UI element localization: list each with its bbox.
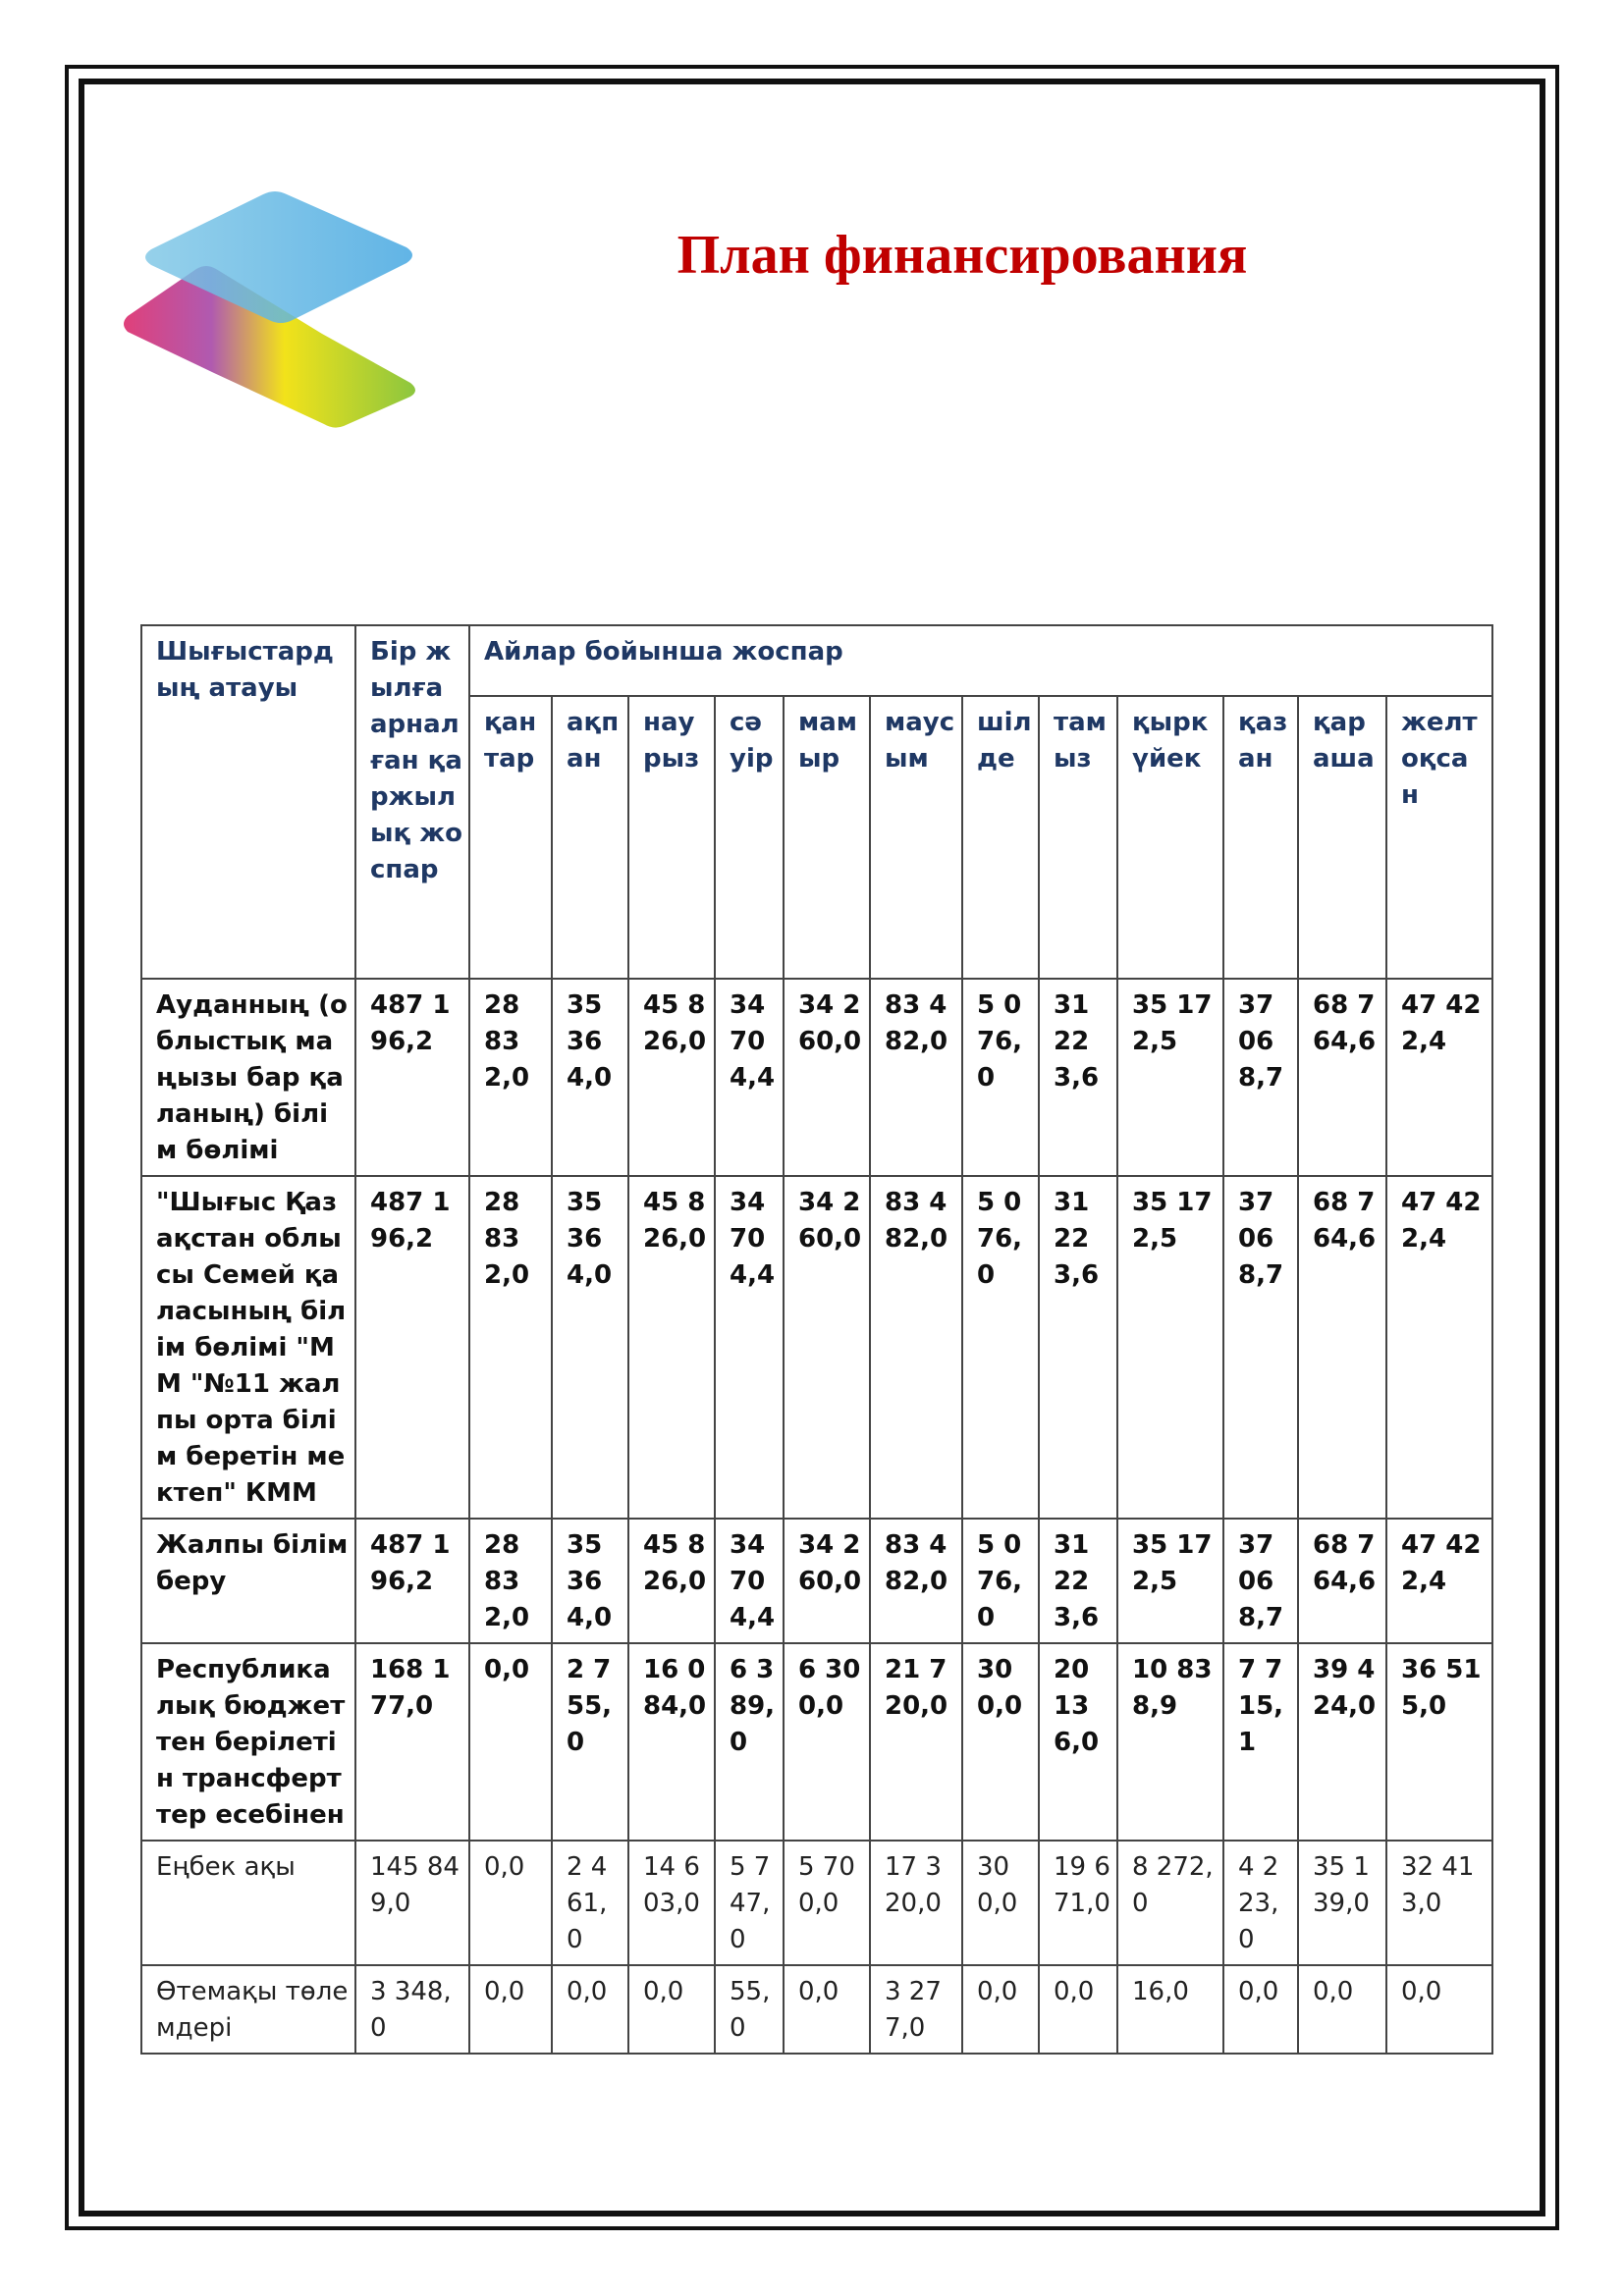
row-month-value: 45 826,0 xyxy=(628,979,715,1176)
table-row xyxy=(141,1965,1492,2054)
row-month-value: 0,0 xyxy=(1386,1965,1492,2054)
row-month-value: 28 832,0 xyxy=(469,979,552,1176)
row-month-value: 36 515,0 xyxy=(1386,1643,1492,1841)
row-month-value: 19 671,0 xyxy=(1039,1841,1117,1965)
header-monthly-plan: Айлар бойынша жоспар xyxy=(469,625,1492,696)
row-month-value: 3 277,0 xyxy=(870,1965,962,2054)
header-month: қараша xyxy=(1298,696,1386,979)
header-month: қантар xyxy=(469,696,552,979)
header-month: қазан xyxy=(1223,696,1298,979)
row-month-value: 37 068,7 xyxy=(1223,979,1298,1176)
header-month: шілде xyxy=(962,696,1039,979)
row-month-value: 55,0 xyxy=(715,1965,784,2054)
row-month-value: 6 300,0 xyxy=(784,1643,870,1841)
header-month: маусым xyxy=(870,696,962,979)
row-month-value: 39 424,0 xyxy=(1298,1643,1386,1841)
row-month-value: 83 482,0 xyxy=(870,979,962,1176)
row-month-value: 31 223,6 xyxy=(1039,979,1117,1176)
row-month-value: 300,0 xyxy=(962,1643,1039,1841)
row-month-value: 34 704,4 xyxy=(715,1519,784,1643)
row-month-value: 0,0 xyxy=(1039,1965,1117,2054)
row-month-value: 34 260,0 xyxy=(784,979,870,1176)
row-month-value: 68 764,6 xyxy=(1298,1519,1386,1643)
row-month-value: 45 826,0 xyxy=(628,1519,715,1643)
row-month-value: 21 720,0 xyxy=(870,1643,962,1841)
row-month-value: 5 076,0 xyxy=(962,1176,1039,1519)
row-month-value: 68 764,6 xyxy=(1298,1176,1386,1519)
header-expense-name: Шығыстардың атауы xyxy=(141,625,355,979)
row-annual-value: 145 849,0 xyxy=(355,1841,469,1965)
row-month-value: 68 764,6 xyxy=(1298,979,1386,1176)
header-month: наурыз xyxy=(628,696,715,979)
row-name: "Шығыс Қазақстан облысы Семей қаласының білім бөлімі "ММ "№11 жалпы орта білім беретін мектеп" КММ xyxy=(141,1176,355,1519)
logo-icon xyxy=(116,187,430,432)
row-name: Республикалық бюджеттен берілетін трансферттер есебінен xyxy=(141,1643,355,1841)
row-month-value: 34 260,0 xyxy=(784,1519,870,1643)
row-month-value: 4 223,0 xyxy=(1223,1841,1298,1965)
row-month-value: 0,0 xyxy=(1298,1965,1386,2054)
row-month-value: 35 172,5 xyxy=(1117,1176,1223,1519)
row-month-value: 2 755,0 xyxy=(552,1643,628,1841)
row-month-value: 0,0 xyxy=(469,1965,552,2054)
row-annual-value: 487 196,2 xyxy=(355,979,469,1176)
row-month-value: 0,0 xyxy=(1223,1965,1298,2054)
row-month-value: 0,0 xyxy=(552,1965,628,2054)
row-month-value: 17 320,0 xyxy=(870,1841,962,1965)
table-row xyxy=(141,1841,1492,1965)
financing-plan-table xyxy=(140,624,1493,2055)
header-month: желтоқсан xyxy=(1386,696,1492,979)
row-name: Өтемақы төлемдері xyxy=(141,1965,355,2054)
header-month: қыркүйек xyxy=(1117,696,1223,979)
table-body xyxy=(141,979,1492,2054)
row-month-value: 5 076,0 xyxy=(962,1519,1039,1643)
table-row xyxy=(141,1643,1492,1841)
row-month-value: 20 136,0 xyxy=(1039,1643,1117,1841)
row-annual-value: 487 196,2 xyxy=(355,1519,469,1643)
row-month-value: 34 704,4 xyxy=(715,979,784,1176)
header-month: ақпан xyxy=(552,696,628,979)
row-annual-value: 168 177,0 xyxy=(355,1643,469,1841)
row-month-value: 45 826,0 xyxy=(628,1176,715,1519)
row-month-value: 32 413,0 xyxy=(1386,1841,1492,1965)
row-month-value: 47 422,4 xyxy=(1386,1176,1492,1519)
row-month-value: 83 482,0 xyxy=(870,1519,962,1643)
row-month-value: 0,0 xyxy=(784,1965,870,2054)
row-month-value: 10 838,9 xyxy=(1117,1643,1223,1841)
row-month-value: 16,0 xyxy=(1117,1965,1223,2054)
page-title: План финансирования xyxy=(677,225,1248,286)
row-month-value: 34 704,4 xyxy=(715,1176,784,1519)
table-row xyxy=(141,1519,1492,1643)
row-name: Ауданның (облыстық маңызы бар қаланың) білім бөлімі xyxy=(141,979,355,1176)
row-month-value: 28 832,0 xyxy=(469,1519,552,1643)
row-month-value: 0,0 xyxy=(469,1841,552,1965)
row-month-value: 0,0 xyxy=(628,1965,715,2054)
row-month-value: 31 223,6 xyxy=(1039,1519,1117,1643)
row-month-value: 5 747,0 xyxy=(715,1841,784,1965)
row-month-value: 0,0 xyxy=(469,1643,552,1841)
row-name: Еңбек ақы xyxy=(141,1841,355,1965)
row-name: Жалпы білім беру xyxy=(141,1519,355,1643)
row-month-value: 2 461,0 xyxy=(552,1841,628,1965)
row-month-value: 35 139,0 xyxy=(1298,1841,1386,1965)
row-annual-value: 487 196,2 xyxy=(355,1176,469,1519)
row-month-value: 0,0 xyxy=(962,1965,1039,2054)
table-row xyxy=(141,979,1492,1176)
row-month-value: 35 172,5 xyxy=(1117,1519,1223,1643)
row-month-value: 7 715,1 xyxy=(1223,1643,1298,1841)
row-month-value: 14 603,0 xyxy=(628,1841,715,1965)
header-annual-plan: Бір жылға арналған қаржылық жоспар xyxy=(355,625,469,979)
row-month-value: 37 068,7 xyxy=(1223,1176,1298,1519)
row-month-value: 5 700,0 xyxy=(784,1841,870,1965)
row-month-value: 31 223,6 xyxy=(1039,1176,1117,1519)
row-month-value: 8 272,0 xyxy=(1117,1841,1223,1965)
row-month-value: 35 364,0 xyxy=(552,979,628,1176)
row-month-value: 47 422,4 xyxy=(1386,1519,1492,1643)
row-annual-value: 3 348,0 xyxy=(355,1965,469,2054)
header-month: тамыз xyxy=(1039,696,1117,979)
row-month-value: 35 172,5 xyxy=(1117,979,1223,1176)
row-month-value: 300,0 xyxy=(962,1841,1039,1965)
row-month-value: 37 068,7 xyxy=(1223,1519,1298,1643)
row-month-value: 35 364,0 xyxy=(552,1519,628,1643)
row-month-value: 35 364,0 xyxy=(552,1176,628,1519)
row-month-value: 5 076,0 xyxy=(962,979,1039,1176)
header-month: мамыр xyxy=(784,696,870,979)
header-month: сәуір xyxy=(715,696,784,979)
row-month-value: 6 389,0 xyxy=(715,1643,784,1841)
table-row xyxy=(141,1176,1492,1519)
row-month-value: 83 482,0 xyxy=(870,1176,962,1519)
row-month-value: 34 260,0 xyxy=(784,1176,870,1519)
row-month-value: 47 422,4 xyxy=(1386,979,1492,1176)
row-month-value: 28 832,0 xyxy=(469,1176,552,1519)
row-month-value: 16 084,0 xyxy=(628,1643,715,1841)
